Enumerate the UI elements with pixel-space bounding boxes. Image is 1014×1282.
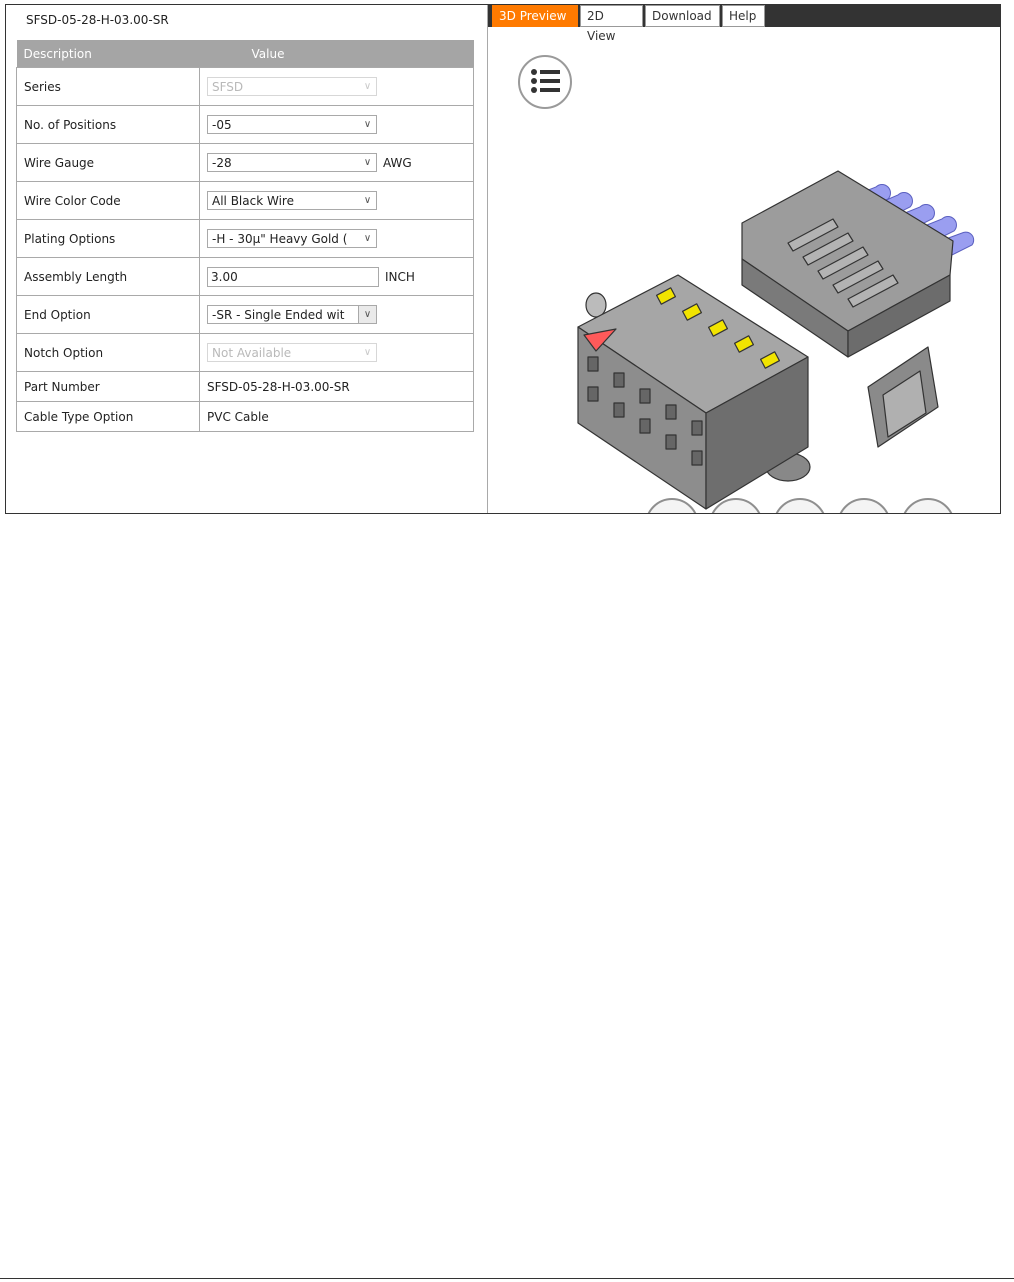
- configurator-frame: [5, 4, 1001, 514]
- row-part-number: [17, 372, 474, 402]
- plating-select-value: -H - 30µ" Heavy Gold (: [212, 232, 348, 246]
- end-option-select[interactable]: [207, 305, 377, 324]
- preview-tab-bar: [488, 5, 1000, 43]
- configuration-table: [16, 40, 474, 432]
- row-end-option: [17, 296, 474, 334]
- cable-type-value: PVC Cable: [200, 402, 474, 432]
- row-cable-type: [17, 402, 474, 432]
- plating-select[interactable]: [207, 229, 377, 248]
- bottom-divider: [0, 1278, 1014, 1279]
- tab-2d-view[interactable]: 2D View: [580, 5, 643, 27]
- notch-option-value-cell: [200, 334, 474, 372]
- connector-body: [578, 171, 953, 509]
- wire-gauge-label: Wire Gauge: [17, 144, 200, 182]
- notch-option-select: [207, 343, 377, 362]
- tab-3d-preview[interactable]: 3D Preview: [492, 5, 578, 27]
- plating-label: Plating Options: [17, 220, 200, 258]
- plating-value-cell: [200, 220, 474, 258]
- part-number-value: SFSD-05-28-H-03.00-SR: [200, 372, 474, 402]
- positions-select[interactable]: [207, 115, 377, 134]
- positions-select-value: -05: [212, 118, 232, 132]
- series-select: [207, 77, 377, 96]
- assembly-length-unit: INCH: [385, 269, 415, 284]
- preview-panel: [488, 5, 1000, 513]
- chevron-down-icon: ∨: [363, 157, 372, 168]
- chevron-down-icon: ∨: [363, 81, 372, 92]
- row-wire-color: [17, 182, 474, 220]
- row-notch-option: [17, 334, 474, 372]
- chevron-down-icon: ∨: [363, 347, 372, 358]
- wire-color-value-cell: [200, 182, 474, 220]
- tab-help[interactable]: Help: [722, 5, 765, 27]
- end-option-select-value: -SR - Single Ended wit: [212, 308, 345, 322]
- row-assembly-length: [17, 258, 474, 296]
- row-wire-gauge: [17, 144, 474, 182]
- header-description: Description: [17, 40, 200, 68]
- notch-option-select-value: Not Available: [212, 346, 292, 360]
- series-value-cell: [200, 68, 474, 106]
- header-value: Value: [200, 40, 474, 68]
- row-plating: [17, 220, 474, 258]
- end-option-label: End Option: [17, 296, 200, 334]
- tab-download[interactable]: Download: [645, 5, 720, 27]
- assembly-length-input[interactable]: 3.00: [207, 267, 379, 287]
- wire-color-select-value: All Black Wire: [212, 194, 294, 208]
- row-series: [17, 68, 474, 106]
- chevron-down-icon: ∨: [358, 306, 376, 323]
- part-number-label: Part Number: [17, 372, 200, 402]
- chevron-down-icon: ∨: [363, 233, 372, 244]
- table-header: [17, 40, 474, 68]
- notch-option-label: Notch Option: [17, 334, 200, 372]
- assembly-length-value-cell: [200, 258, 474, 296]
- positions-value-cell: [200, 106, 474, 144]
- chevron-down-icon: ∨: [363, 195, 372, 206]
- cable-type-label: Cable Type Option: [17, 402, 200, 432]
- wire-color-label: Wire Color Code: [17, 182, 200, 220]
- chevron-down-icon: ∨: [363, 119, 372, 130]
- assembly-length-label: Assembly Length: [17, 258, 200, 296]
- series-select-value: SFSD: [212, 80, 244, 94]
- series-label: Series: [17, 68, 200, 106]
- part-title: SFSD-05-28-H-03.00-SR: [26, 13, 169, 27]
- wire-gauge-select[interactable]: [207, 153, 377, 172]
- wire-color-select[interactable]: [207, 191, 377, 210]
- wire-gauge-value-cell: [200, 144, 474, 182]
- end-option-value-cell: [200, 296, 474, 334]
- wire-gauge-select-value: -28: [212, 156, 232, 170]
- configuration-panel: [6, 5, 486, 513]
- positions-label: No. of Positions: [17, 106, 200, 144]
- wire-gauge-unit: AWG: [383, 155, 412, 170]
- row-positions: [17, 106, 474, 144]
- list-menu-icon[interactable]: [518, 55, 572, 109]
